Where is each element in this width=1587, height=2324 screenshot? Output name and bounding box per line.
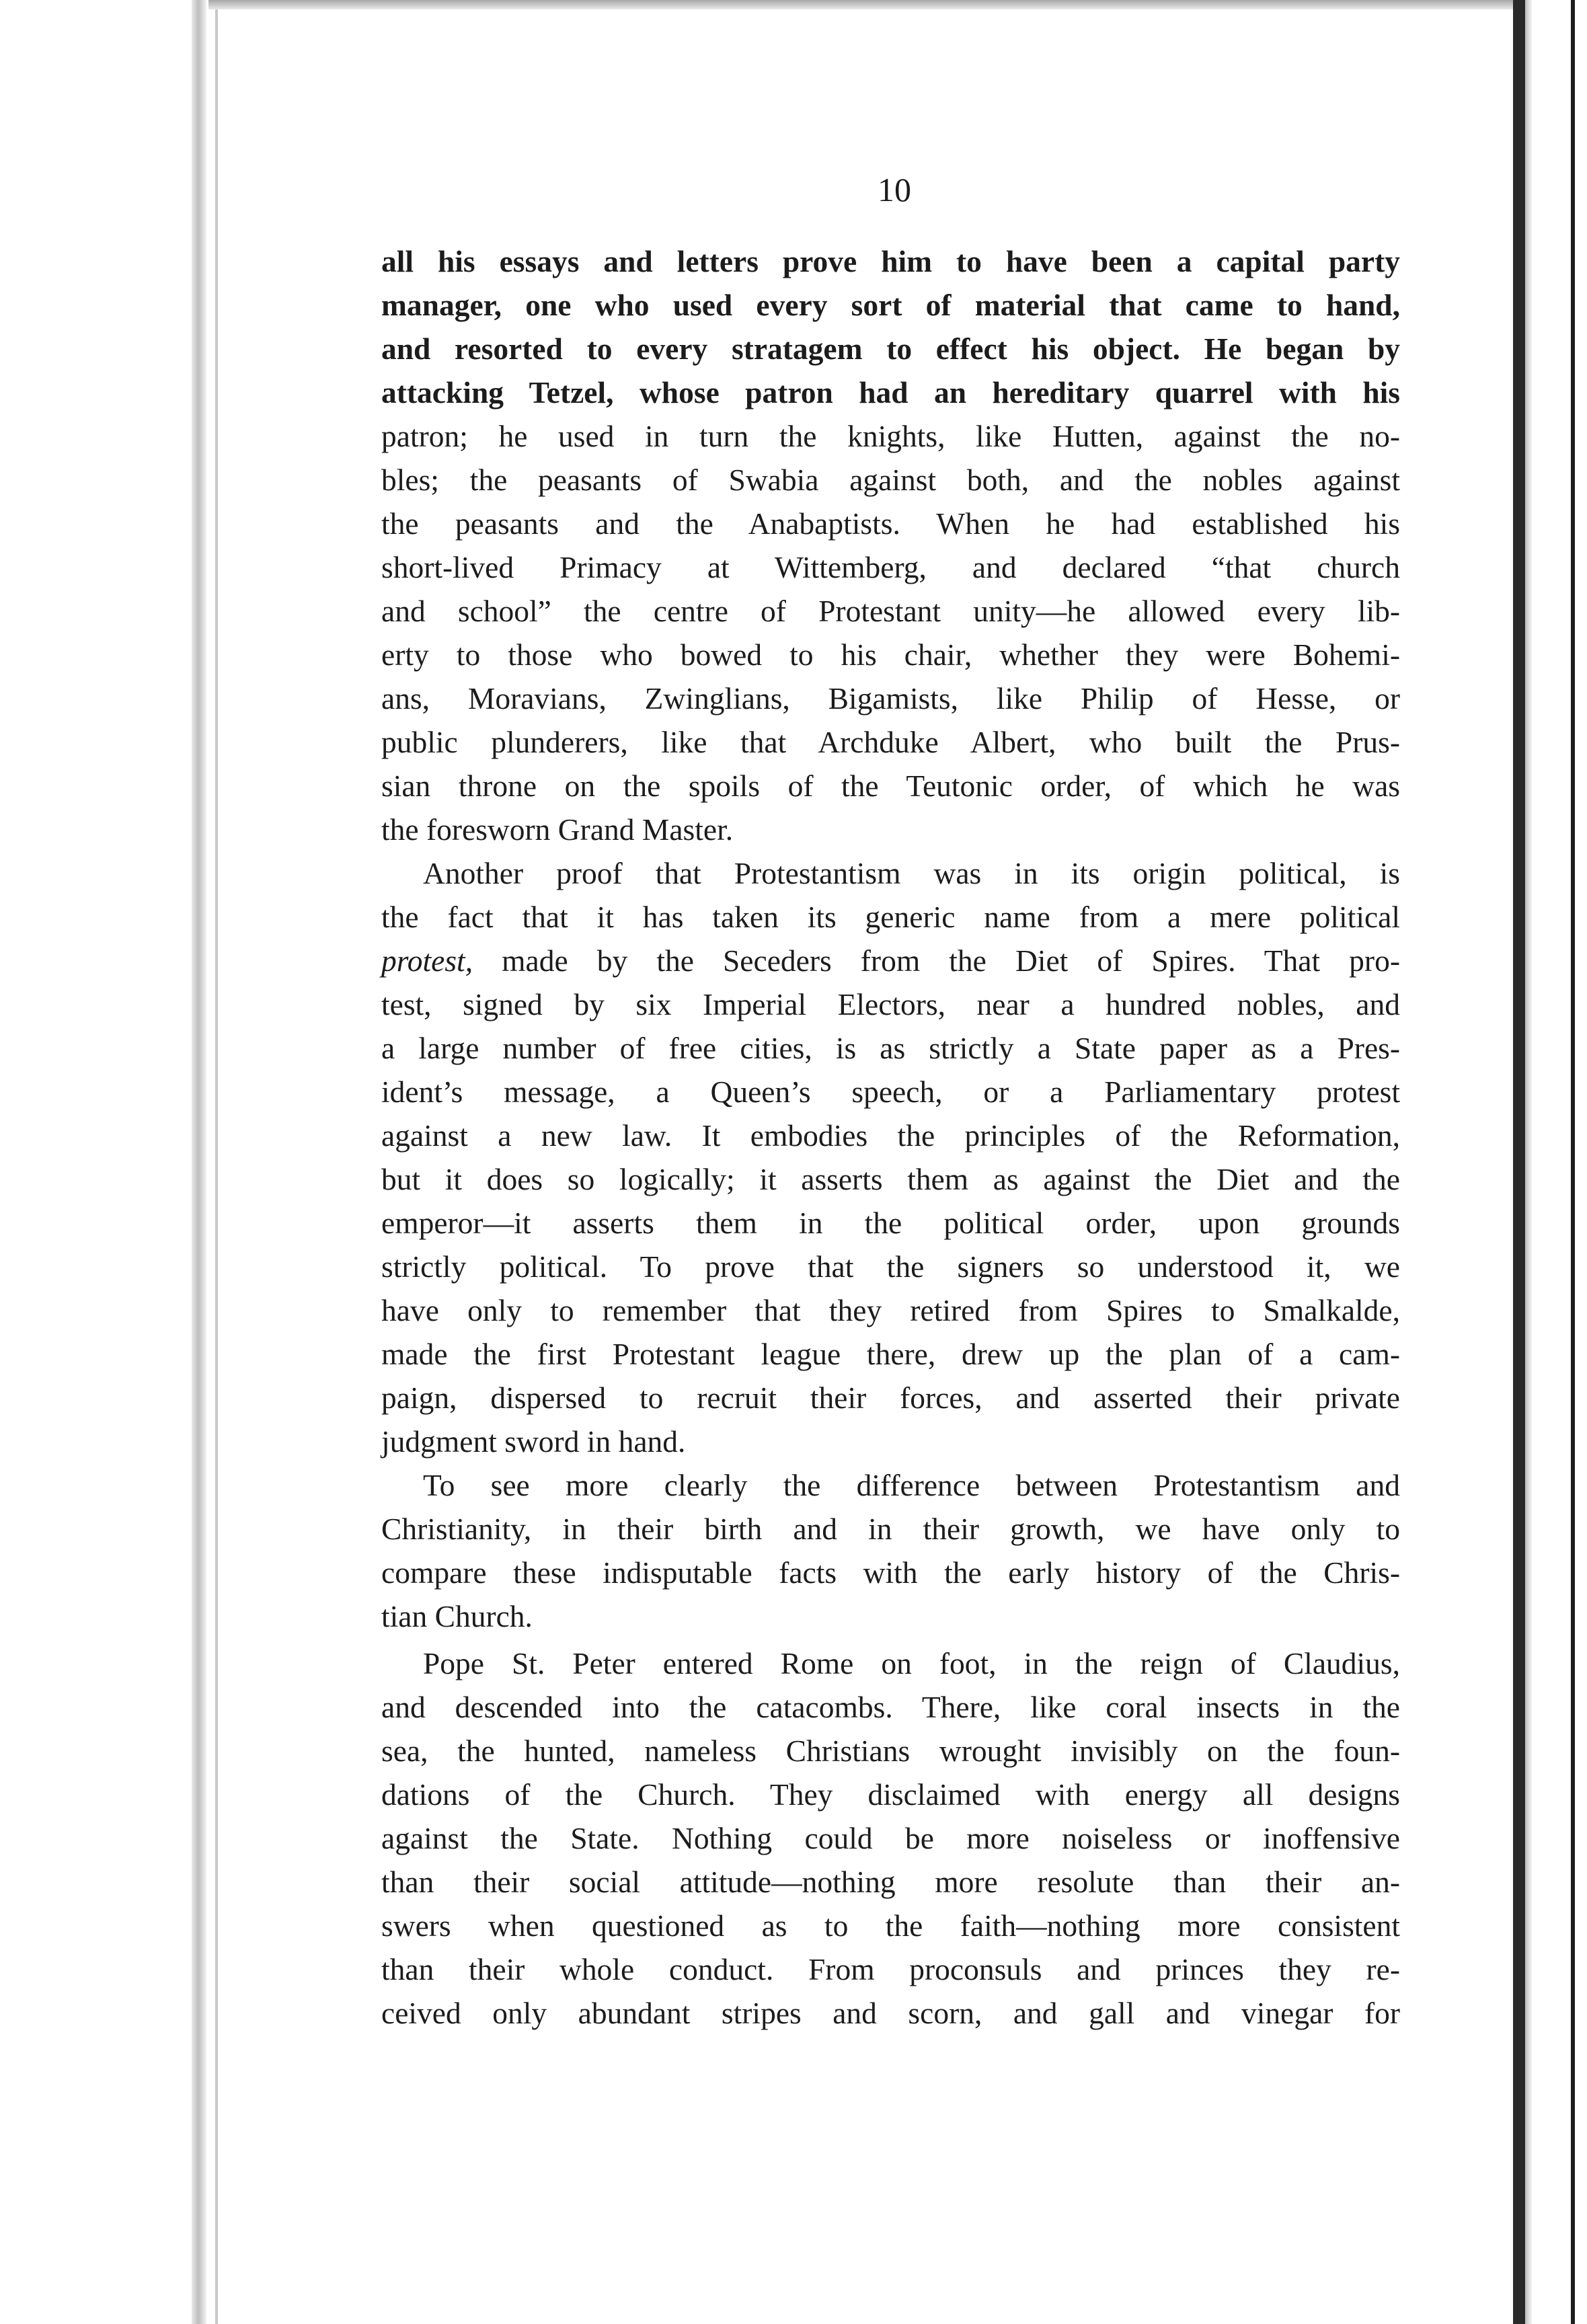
text-line: and school” the centre of Protestant unity—he allowed every lib- <box>381 594 1400 628</box>
scan-right-edge <box>1513 0 1525 2324</box>
text-line: emperor—it asserts them in the political order, upon grounds <box>381 1206 1400 1240</box>
text-line: against a new law. It embodies the principles of the Reformation, <box>381 1118 1400 1153</box>
scan-right-gutter <box>1525 0 1532 2324</box>
text-line: public plunderers, like that Archduke Albert, who built the Prus- <box>381 725 1400 759</box>
text-line: made the first Protestant league there, drew up the plan of a cam- <box>381 1337 1400 1371</box>
scan-top-shadow <box>208 0 1520 9</box>
text-line: strictly political. To prove that the signers so understood it, we <box>381 1249 1400 1284</box>
text-line: than their social attitude—nothing more resolute than their an- <box>381 1865 1400 1899</box>
text-line: swers when questioned as to the faith—nothing more consistent <box>381 1908 1400 1943</box>
text-line: ident’s message, a Queen’s speech, or a Parliamentary protest <box>381 1075 1400 1109</box>
text-line: compare these indisputable facts with the early history of the Chris- <box>381 1555 1400 1590</box>
scan-left-edge <box>192 0 206 2324</box>
text-line: a large number of free cities, is as strictly a State paper as a Pres- <box>381 1031 1400 1065</box>
text-line: and descended into the catacombs. There, like coral insects in the <box>381 1690 1400 1724</box>
text-line: sea, the hunted, nameless Christians wrought invisibly on the foun- <box>381 1734 1400 1768</box>
text-line: against the State. Nothing could be more noiseless or inoffensive <box>381 1821 1400 1855</box>
text-line: ans, Moravians, Zwinglians, Bigamists, like Philip of Hesse, or <box>381 681 1400 715</box>
text-line: test, signed by six Imperial Electors, near a hundred nobles, and <box>381 987 1400 1021</box>
text-line: paign, dispersed to recruit their forces, and asserted their private <box>381 1381 1400 1415</box>
page-number: 10 <box>878 171 911 208</box>
text-line: ceived only abundant stripes and scorn, and gall and vinegar for <box>381 1996 1400 2030</box>
text-line: all his essays and letters prove him to have been a capital party <box>381 244 1400 278</box>
page-body-text <box>381 239 1400 2035</box>
text-line: Pope St. Peter entered Rome on foot, in the reign of Claudius, <box>423 1646 1400 1680</box>
text-line: To see more clearly the difference between Protestantism and <box>423 1468 1400 1502</box>
italic-word: protest, <box>381 943 473 978</box>
text-line: dations of the Church. They disclaimed with energy all designs <box>381 1777 1400 1812</box>
text-line: and resorted to every stratagem to effect his object. He began by <box>381 332 1400 366</box>
text-line: erty to those who bowed to his chair, whether they were Bohemi- <box>381 637 1400 672</box>
scan-far-right-line <box>1571 0 1575 2324</box>
text-line: Christianity, in their birth and in their growth, we have only to <box>381 1512 1400 1546</box>
text-line: bles; the peasants of Swabia against both, and the nobles against <box>381 463 1400 497</box>
text-line: the peasants and the Anabaptists. When he had established his <box>381 506 1400 541</box>
text-line: tian Church. <box>381 1599 533 1633</box>
text-line: judgment sword in hand. <box>381 1424 686 1459</box>
text-line <box>381 939 1400 982</box>
text-line-rest: made by the Seceders from the Diet of Spires. That pro- <box>473 943 1400 978</box>
text-line: the foresworn Grand Master. <box>381 812 734 847</box>
text-line: but it does so logically; it asserts them as against the Diet and the <box>381 1162 1400 1196</box>
text-line: short-lived Primacy at Wittemberg, and declared “that church <box>381 550 1400 584</box>
text-line: attacking Tetzel, whose patron had an hereditary quarrel with his <box>381 375 1400 410</box>
text-line: the fact that it has taken its generic name from a mere political <box>381 900 1400 934</box>
text-line: Another proof that Protestantism was in its origin political, is <box>423 856 1400 890</box>
text-line: have only to remember that they retired from Spires to Smalkalde, <box>381 1293 1400 1327</box>
text-line: sian throne on the spoils of the Teutonic order, of which he was <box>381 769 1400 803</box>
text-line: than their whole conduct. From proconsuls and princes they re- <box>381 1952 1400 1986</box>
scan-left-line <box>215 0 218 2324</box>
text-line: manager, one who used every sort of material that came to hand, <box>381 288 1400 322</box>
text-line: patron; he used in turn the knights, like Hutten, against the no- <box>381 419 1400 453</box>
